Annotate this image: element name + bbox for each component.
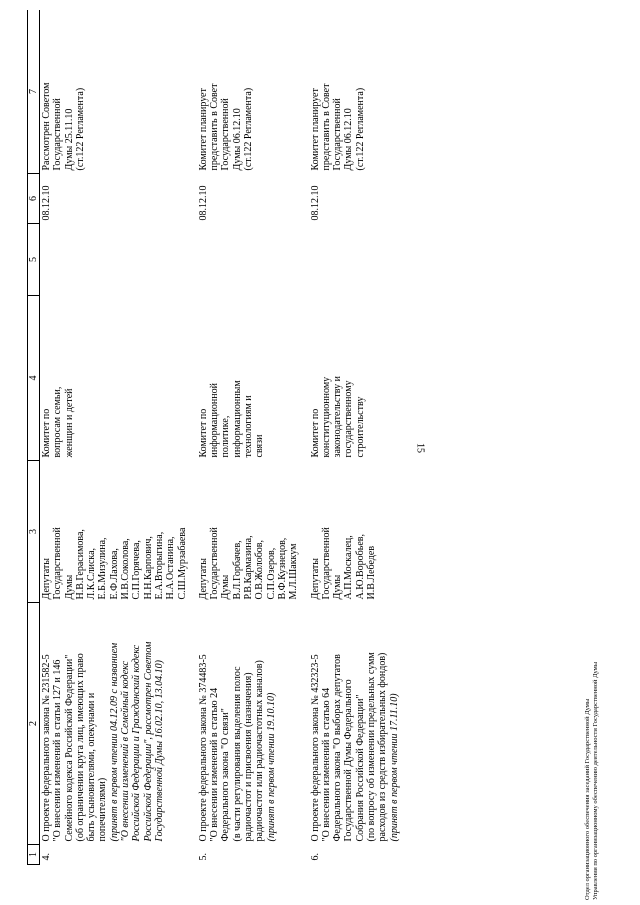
author-line: Н.В.Герасимова, — [74, 529, 86, 600]
column-5-cell — [40, 224, 189, 296]
bill-title-line: быть усыновителями, опекунами и — [86, 692, 98, 842]
author-line: Думы — [63, 574, 75, 600]
row-number: 4. — [41, 853, 52, 861]
author-line: Думы — [220, 574, 232, 600]
committee-line: Комитет по — [41, 408, 52, 458]
row-number: 5. — [197, 853, 209, 861]
bill-note-line — [120, 606, 131, 842]
author-line: О.В.Жолобов, — [254, 539, 266, 600]
column-header-row — [28, 10, 40, 865]
bill-title-line: "О внесении изменений в статью 24 — [209, 687, 221, 842]
bill-title-line: О проекте федерального закона № 374483-5 — [197, 654, 209, 842]
status-cell — [40, 10, 189, 174]
committee-line: информационным — [231, 380, 243, 458]
status-cell — [309, 10, 401, 174]
bill-title-line: "О внесении изменений в статью 64 — [320, 687, 332, 842]
bill-note-text: Российской Федерации и Гражданский кодекс — [131, 644, 143, 842]
status-line: Думы 06.12.10 — [231, 108, 243, 171]
bill-title-cell — [40, 603, 189, 845]
bill-note-text: (принят в первом чтении 17.11.10) — [388, 693, 400, 842]
author-line: Государственной — [209, 527, 221, 600]
author-line: Депутаты — [41, 558, 52, 600]
column-header: 2 — [28, 603, 40, 845]
bill-title-line: радиочастот и присвоения (назначения) — [243, 672, 255, 842]
bill-title-line: О проекте федерального закона № 432323-5 — [309, 654, 321, 842]
status-line: Комитет планирует — [197, 88, 209, 171]
author-line: Думы — [332, 574, 344, 600]
status-line: Комитет планирует — [309, 88, 321, 171]
status-line: Думы 25.11.10 — [63, 108, 75, 171]
author-line: Государственной — [52, 527, 64, 600]
date-cell: 08.12.10 — [309, 185, 321, 221]
author-line: Государственной — [320, 527, 332, 600]
bill-note-line — [389, 606, 400, 842]
bill-note-line — [109, 606, 120, 842]
bill-title-line: (об ограничении круга лиц, имеющих право — [74, 653, 86, 842]
bill-title-line: "О внесении изменений в статьи 127 и 146 — [52, 659, 64, 842]
author-line: С.П.Горячева, — [131, 540, 143, 600]
column-header: 5 — [28, 224, 40, 296]
bill-title-line: О проекте федерального закона № 231582-5 — [41, 654, 52, 842]
status-cell — [197, 10, 301, 174]
committee-line: вопросам семьи, — [52, 386, 64, 458]
bill-title-line: расходов из средств избирательных фондов) — [377, 652, 389, 842]
bill-note-line — [131, 606, 142, 842]
committee-line: Комитет по — [197, 408, 209, 458]
row-gap — [301, 10, 309, 865]
committee-line: Комитет по — [309, 408, 321, 458]
committee-cell — [309, 296, 401, 461]
bill-note-line — [266, 606, 277, 842]
bill-note-text: (принят в первом чтении 19.10.10) — [265, 692, 277, 842]
bill-title-line: Федерального закона "О связи" — [220, 708, 232, 842]
status-line: (ст.122 Регламента) — [354, 87, 366, 171]
bill-note-text: Государственной Думы 16.02.10, 13.04.10) — [153, 660, 165, 842]
author-line: Р.В.Кармазина, — [243, 535, 255, 600]
author-line: Е.Ф.Лахова, — [108, 548, 120, 600]
author-line: Н.А.Останина, — [165, 536, 177, 600]
bill-note-line — [143, 606, 154, 842]
row-gap — [189, 10, 197, 865]
bill-note-line — [154, 606, 165, 842]
status-line: (ст.122 Регламента) — [243, 87, 255, 171]
author-line: В.Ф.Кузнецов, — [276, 537, 288, 600]
status-line: Государственной — [332, 98, 344, 171]
committee-line: связи — [254, 434, 266, 458]
bill-title-line: Семейного кодекса Российской Федерации" — [63, 654, 75, 842]
bill-title-line: радиочастот или радиочастотных каналов) — [254, 660, 266, 842]
committee-line: технологиям и — [243, 395, 255, 458]
bill-note-text: (принят в первом чтении 04.12.09 с названием — [108, 642, 120, 842]
bill-title-line: попечителями) — [97, 777, 109, 842]
committee-line: конституционному — [320, 376, 332, 458]
bills-table — [27, 10, 401, 865]
authors-cell — [40, 461, 189, 603]
committee-line: государственному — [343, 380, 355, 458]
bill-title-line: Собрания Российской Федерации" — [354, 694, 366, 842]
status-line: Государственной — [52, 98, 64, 171]
status-line: (ст.122 Регламента) — [74, 87, 86, 171]
author-line: Л.К.Слиска, — [86, 547, 98, 600]
document-stage — [27, 10, 639, 865]
row-number: 6. — [309, 853, 321, 861]
footer-line: Отдел организационного обеспечения заседаний Государственной Думы — [584, 698, 591, 900]
column-5-cell — [197, 224, 301, 296]
column-header: 1 — [28, 845, 40, 865]
column-5-cell — [309, 224, 401, 296]
status-line: представить в Совет — [209, 83, 221, 171]
author-line: С.Ш.Мурзабаева — [176, 527, 188, 600]
bill-title-line: Федерального закона "О выборах депутатов — [332, 654, 344, 842]
committee-cell — [197, 296, 301, 461]
bill-title-cell — [309, 603, 401, 845]
column-header: 4 — [28, 296, 40, 461]
status-line: Думы 06.12.10 — [343, 108, 355, 171]
author-line: Е.Б.Мизулина, — [97, 537, 109, 600]
bill-title-line: (по вопросу об изменении предельных сумм — [366, 652, 378, 842]
column-header: 3 — [28, 461, 40, 603]
committee-line: политике, — [220, 415, 232, 458]
committee-line: женщин и детей — [63, 388, 75, 458]
author-line: И.В.Лебедев — [366, 545, 378, 600]
date-cell: 08.12.10 — [41, 185, 52, 221]
author-line: В.Л.Горбачев, — [231, 540, 243, 600]
row-gap-cell — [189, 10, 197, 865]
committee-line: строительству — [354, 396, 366, 458]
committee-line: информационной — [209, 383, 221, 458]
author-line: Депутаты — [197, 558, 209, 600]
authors-cell — [197, 461, 301, 603]
row-gap-cell — [301, 10, 309, 865]
status-line: представить в Совет — [320, 83, 332, 171]
column-header: 6 — [28, 174, 40, 224]
author-line: Депутаты — [309, 558, 321, 600]
committee-line: законодательству и — [332, 376, 344, 458]
table-row — [40, 10, 189, 865]
date-cell: 08.12.10 — [197, 185, 209, 221]
bill-note-text: Российской Федерации", рассмотрен Советом — [142, 641, 154, 842]
author-line: А.Ю.Воробьев, — [354, 534, 366, 600]
author-line: И.В.Соколова, — [120, 538, 132, 600]
footer-line: Управления по организационному обеспечению деятельности Государственной Думы — [592, 661, 599, 900]
bill-title-line: Государственной Думы Федерального — [343, 679, 355, 842]
committee-cell — [40, 296, 189, 461]
bill-title-cell — [197, 603, 301, 845]
column-header: 7 — [28, 10, 40, 174]
table-row — [309, 10, 401, 865]
rotated-document — [27, 10, 639, 865]
author-line: А.П.Москалец, — [343, 535, 355, 600]
bill-note-text: "О внесении изменений в Семейный кодекс — [120, 661, 132, 842]
status-line: Рассмотрен Советом — [41, 82, 52, 171]
bill-title-line: (в части регулирования выделения полос — [231, 666, 243, 842]
author-line: С.П.Озеров, — [265, 547, 277, 600]
status-line: Государственной — [220, 98, 232, 171]
authors-cell — [309, 461, 401, 603]
footer — [584, 662, 600, 900]
page-number: 15 — [414, 443, 426, 453]
table-row — [197, 10, 301, 865]
author-line: Н.Н.Карпович, — [142, 536, 154, 600]
author-line: М.Л.Шаккум — [288, 543, 300, 600]
author-line: Е.А.Вторыгина, — [153, 531, 165, 600]
